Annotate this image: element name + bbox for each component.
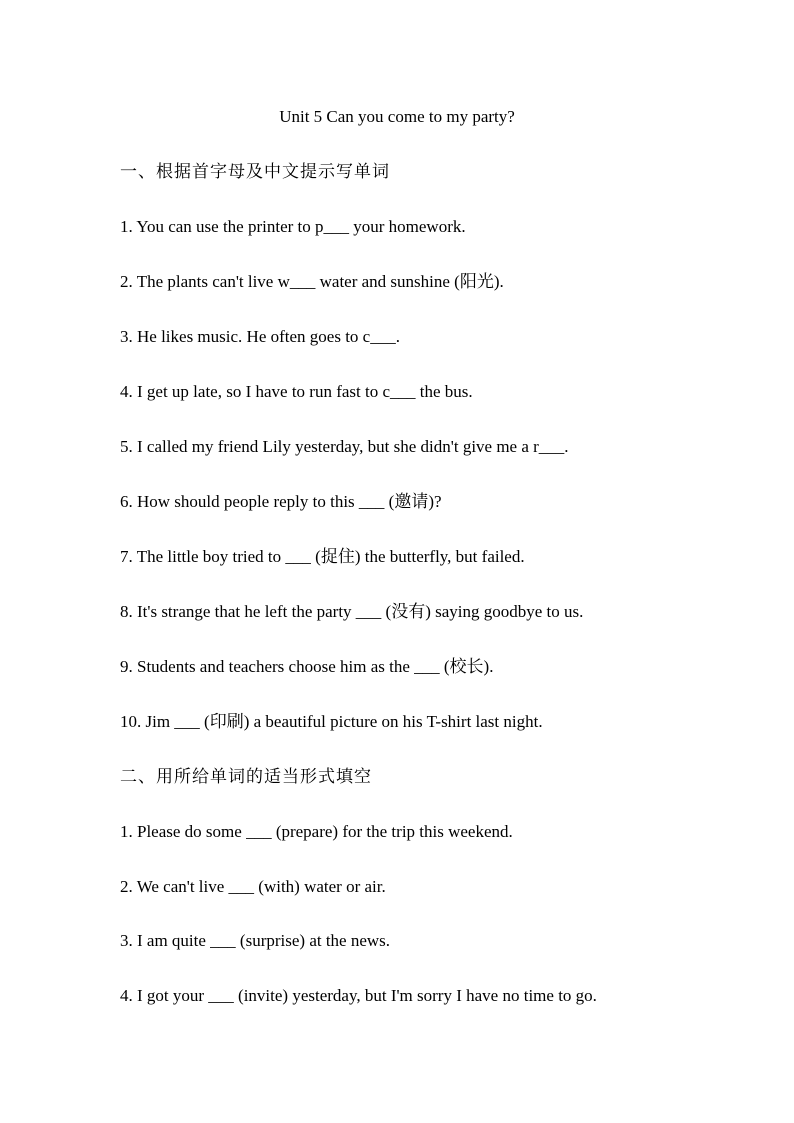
section-heading-1: 一、根据首字母及中文提示写单词 bbox=[120, 162, 390, 182]
exercise-item: 3. I am quite ___ (surprise) at the news. bbox=[120, 931, 391, 950]
exercise-item: 5. I called my friend Lily yesterday, but she didn't give me a r___. bbox=[120, 437, 569, 456]
page-title: Unit 5 Can you come to my party? bbox=[279, 107, 515, 126]
exercise-item: 9. Students and teachers choose him as the ___ (校长). bbox=[120, 657, 494, 676]
exercise-item: 1. Please do some ___ (prepare) for the trip this weekend. bbox=[120, 822, 513, 841]
exercise-item: 4. I get up late, so I have to run fast to c___ the bus. bbox=[120, 382, 473, 401]
exercise-item: 3. He likes music. He often goes to c___. bbox=[120, 327, 400, 346]
exercise-item: 10. Jim ___ (印刷) a beautiful picture on his T-shirt last night. bbox=[120, 712, 543, 731]
exercise-item: 4. I got your ___ (invite) yesterday, but I'm sorry I have no time to go. bbox=[120, 986, 597, 1005]
section-heading-2: 二、用所给单词的适当形式填空 bbox=[120, 767, 372, 787]
exercise-item: 8. It's strange that he left the party ___ (没有) saying goodbye to us. bbox=[120, 602, 584, 621]
exercise-item: 7. The little boy tried to ___ (捉住) the butterfly, but failed. bbox=[120, 547, 525, 566]
exercise-item: 2. We can't live ___ (with) water or air. bbox=[120, 877, 386, 896]
exercise-item: 6. How should people reply to this ___ (邀请)? bbox=[120, 492, 442, 511]
exercise-item: 2. The plants can't live w___ water and sunshine (阳光). bbox=[120, 272, 504, 291]
exercise-item: 1. You can use the printer to p___ your homework. bbox=[120, 217, 466, 236]
